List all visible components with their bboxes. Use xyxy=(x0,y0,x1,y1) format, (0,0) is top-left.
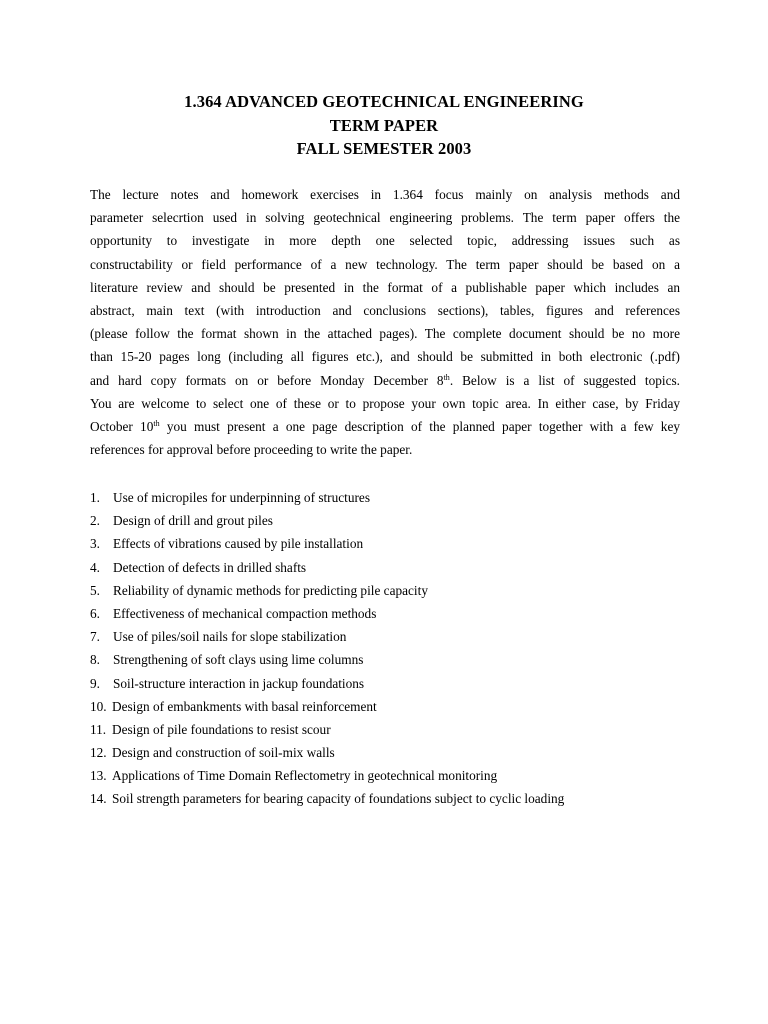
topic-text: Design of pile foundations to resist scour xyxy=(112,721,331,737)
topic-text: Use of piles/soil nails for slope stabilization xyxy=(113,629,347,645)
topic-item xyxy=(90,764,690,787)
topic-number: 9. xyxy=(90,675,100,691)
topic-text: Design and construction of soil-mix walls xyxy=(112,745,335,761)
topic-item xyxy=(90,532,690,555)
due-date-text: and hard copy formats on or before Monday December 8 xyxy=(90,372,444,388)
topic-text: Use of micropiles for underpinning of structures xyxy=(113,490,371,505)
intro-line: literature review and should be presented in the format of a publishable paper which includes an xyxy=(90,279,680,295)
intro-line: The lecture notes and homework exercises in 1.364 focus mainly on analysis methods and xyxy=(90,187,680,202)
intro-line: abstract, main text (with introduction and conclusions sections), tables, figures and references xyxy=(90,302,680,318)
topic-text: Reliability of dynamic methods for predicting pile capacity xyxy=(113,582,428,598)
intro-line-tail: . Below is a list of suggested topics. xyxy=(449,372,680,388)
intro-line: parameter selecrtion used in solving geotechnical engineering problems. The term paper offers the xyxy=(90,210,680,226)
topic-number: 3. xyxy=(90,536,100,552)
topic-item xyxy=(90,509,690,532)
course-title: 1.364 ADVANCED GEOTECHNICAL ENGINEERING xyxy=(184,92,584,111)
intro-line xyxy=(90,415,680,438)
intro-line xyxy=(90,369,680,392)
topic-number: 1. xyxy=(90,490,100,505)
topic-text: Strengthening of soft clays using lime columns xyxy=(113,652,364,668)
topic-item xyxy=(90,602,690,625)
topic-text: Detection of defects in drilled shafts xyxy=(113,559,307,575)
topic-number: 2. xyxy=(90,513,100,529)
document-title xyxy=(0,90,768,161)
intro-line: opportunity to investigate in more depth one selected topic, addressing issues such as xyxy=(90,233,680,249)
topic-item xyxy=(90,556,690,579)
topic-text: Design of drill and grout piles xyxy=(113,513,273,529)
topic-text: Design of embankments with basal reinforcement xyxy=(112,698,377,714)
topic-item xyxy=(90,741,690,764)
topic-item xyxy=(90,625,690,648)
intro-line: references for approval before proceeding to write the paper. xyxy=(90,442,413,458)
paper-title: TERM PAPER xyxy=(329,115,439,135)
intro-line-tail: you must present a one page description of the planned paper together with a few key xyxy=(159,418,680,434)
suggested-topics-list xyxy=(90,486,690,811)
topic-item xyxy=(90,695,690,718)
intro-line: You are welcome to select one of these or to propose your own topic area. In either case, by Friday xyxy=(90,395,680,411)
topic-number: 4. xyxy=(90,559,100,575)
intro-paragraph xyxy=(90,183,680,461)
topic-text: Effectiveness of mechanical compaction methods xyxy=(113,605,377,621)
intro-line: than 15-20 pages long (including all figures etc.), and should be submitted in both electronic (.pdf) xyxy=(90,349,680,365)
ordinal-suffix: th xyxy=(153,418,160,428)
topic-number: 6. xyxy=(90,605,100,621)
topic-item xyxy=(90,718,690,741)
topic-number: 10. xyxy=(90,698,107,714)
topic-text: Soil-structure interaction in jackup foundations xyxy=(113,675,365,691)
topic-number: 11. xyxy=(90,721,107,737)
topic-item xyxy=(90,787,690,810)
topic-number: 8. xyxy=(90,652,100,668)
topic-item xyxy=(90,579,690,602)
intro-line: constructability or field performance of a new technology. The term paper should be based on a xyxy=(90,256,680,272)
ordinal-suffix: th xyxy=(443,372,450,382)
topic-item xyxy=(90,672,690,695)
topic-text: Applications of Time Domain Reflectometry in geotechnical monitoring xyxy=(112,768,498,784)
topic-number: 7. xyxy=(90,629,100,645)
topic-text: Soil strength parameters for bearing capacity of foundations subject to cyclic loading xyxy=(112,791,565,807)
proposal-date-text: October 10 xyxy=(90,418,154,434)
intro-line: (please follow the format shown in the attached pages). The complete document should be no more xyxy=(90,326,680,342)
topic-text: Effects of vibrations caused by pile installation xyxy=(113,536,364,552)
semester-title: FALL SEMESTER 2003 xyxy=(296,139,472,158)
topic-item xyxy=(90,486,690,509)
topic-number: 12. xyxy=(90,745,107,761)
topic-number: 14. xyxy=(90,791,107,807)
topic-item xyxy=(90,648,690,671)
topic-number: 13. xyxy=(90,768,107,784)
topic-number: 5. xyxy=(90,582,100,598)
